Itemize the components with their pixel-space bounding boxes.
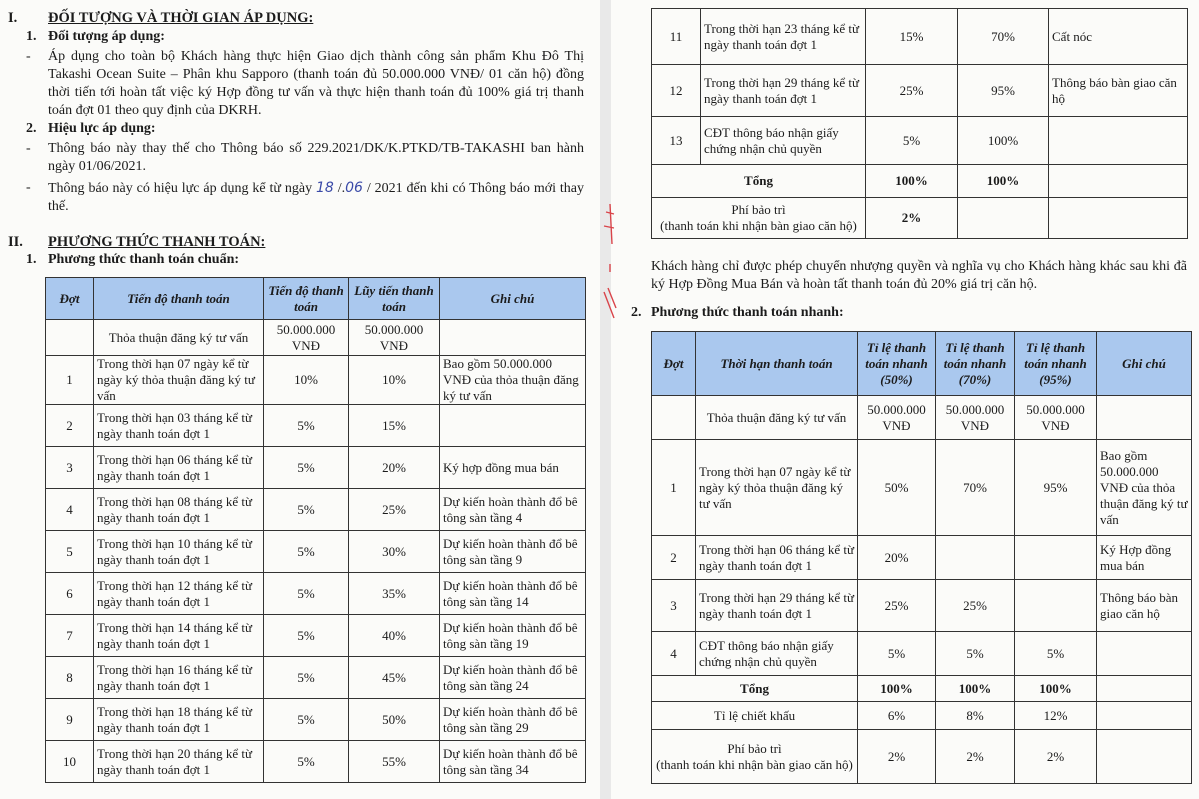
- row-rate-50: 20%: [858, 536, 936, 580]
- fast-total-70: 100%: [936, 676, 1015, 702]
- row-term: Thỏa thuận đăng ký tư vấn: [696, 396, 858, 440]
- row-note: Dự kiến hoàn thành đổ bê tông sàn tầng 34: [440, 741, 586, 783]
- row-progress: Trong thời hạn 10 tháng kể từ ngày thanh toán đợt 1: [94, 531, 264, 573]
- row-note: Ký hợp đồng mua bán: [440, 447, 586, 489]
- row-progress: Trong thời hạn 12 tháng kể từ ngày thanh toán đợt 1: [94, 573, 264, 615]
- row-progress: Trong thời hạn 20 tháng kể từ ngày thanh toán đợt 1: [94, 741, 264, 783]
- fast-total-row: [652, 676, 1192, 702]
- discount-50: 6%: [858, 702, 936, 730]
- bullet-dash: -: [26, 141, 31, 156]
- maintenance-fee-value: 2%: [866, 198, 958, 239]
- table-row: [46, 531, 586, 573]
- row-rate-50: 50%: [858, 440, 936, 536]
- table-row: [652, 65, 1188, 117]
- total-payment: 100%: [866, 165, 958, 198]
- header-note: Ghi chú: [440, 278, 586, 320]
- subsection-2-1-title: Phương thức thanh toán chuẩn:: [48, 252, 240, 267]
- row-rate-95: 5%: [1015, 632, 1097, 676]
- row-rate-50: 5%: [858, 632, 936, 676]
- discount-row: [652, 702, 1192, 730]
- row-note: [440, 405, 586, 447]
- header-progress: Tiến độ thanh toán: [94, 278, 264, 320]
- row-dot: [652, 396, 696, 440]
- row-note: [440, 320, 586, 356]
- row-payment: 5%: [264, 657, 349, 699]
- row-dot: 13: [652, 117, 701, 165]
- table-row: [46, 320, 586, 356]
- row-payment: 5%: [264, 489, 349, 531]
- row-term: Trong thời hạn 06 tháng kể từ ngày thanh toán đợt 1: [696, 536, 858, 580]
- row-note: Dự kiến hoàn thành đổ bê tông sàn tầng 29: [440, 699, 586, 741]
- row-note: [1049, 117, 1188, 165]
- fast-fee-50: 2%: [858, 730, 936, 784]
- fast-payment-table: [651, 331, 1192, 784]
- row-dot: 2: [652, 536, 696, 580]
- date-separator: /.: [333, 181, 346, 196]
- row-cumulative: 15%: [349, 405, 440, 447]
- subsection-1-2-number: 2.: [26, 121, 37, 136]
- discount-70: 8%: [936, 702, 1015, 730]
- table-row: [652, 440, 1192, 536]
- row-note: Dự kiến hoàn thành đổ bê tông sàn tầng 4: [440, 489, 586, 531]
- row-note: Thông báo bàn giao căn hộ: [1097, 580, 1192, 632]
- row-rate-95: 95%: [1015, 440, 1097, 536]
- fast-header-dot: Đợt: [652, 332, 696, 396]
- effective-date-text: [48, 179, 584, 216]
- standard-payment-table: [45, 277, 586, 783]
- row-rate-70: 70%: [936, 440, 1015, 536]
- total-row: [652, 165, 1188, 198]
- section-2-title: PHƯƠNG THỨC THANH TOÁN:: [48, 234, 266, 250]
- table-row: [652, 632, 1192, 676]
- fast-table-header-row: [652, 332, 1192, 396]
- row-dot: 4: [46, 489, 94, 531]
- table-row: [652, 117, 1188, 165]
- row-payment: 5%: [264, 405, 349, 447]
- row-payment: 15%: [866, 9, 958, 65]
- table-row: [652, 580, 1192, 632]
- fast-maintenance-fee-label: Phí bảo trì (thanh toán khi nhận bàn giao căn hộ): [652, 730, 858, 784]
- row-payment: 5%: [866, 117, 958, 165]
- row-rate-70: 50.000.000 VNĐ: [936, 396, 1015, 440]
- row-progress: Trong thời hạn 07 ngày kể từ ngày ký thỏa thuận đăng ký tư vấn: [94, 356, 264, 405]
- subsection-1-2-title: Hiệu lực áp dụng:: [48, 121, 156, 136]
- row-note: Dự kiến hoàn thành đổ bê tông sàn tầng 14: [440, 573, 586, 615]
- discount-label: Tỉ lệ chiết khấu: [652, 702, 858, 730]
- row-note: Cất nóc: [1049, 9, 1188, 65]
- row-cumulative: 50.000.000 VNĐ: [349, 320, 440, 356]
- table-row: [46, 447, 586, 489]
- row-rate-95: [1015, 536, 1097, 580]
- standard-payment-table-continued: [651, 8, 1188, 239]
- row-note: [1097, 396, 1192, 440]
- table-row: [46, 489, 586, 531]
- fast-total-95: 100%: [1015, 676, 1097, 702]
- header-dot: Đợt: [46, 278, 94, 320]
- section-1-heading: [8, 10, 314, 27]
- table-header-row: [46, 278, 586, 320]
- section-1-number: I.: [8, 10, 18, 26]
- subsection-2-2-title: Phương thức thanh toán nhanh:: [651, 305, 844, 320]
- row-dot: 11: [652, 9, 701, 65]
- row-cumulative: 35%: [349, 573, 440, 615]
- row-dot: 9: [46, 699, 94, 741]
- row-note: Thông báo bàn giao căn hộ: [1049, 65, 1188, 117]
- row-rate-70: [936, 536, 1015, 580]
- table-row: [46, 741, 586, 783]
- table-row: [652, 9, 1188, 65]
- row-rate-70: 5%: [936, 632, 1015, 676]
- subsection-2-1-heading: [26, 252, 240, 268]
- row-note: Bao gồm 50.000.000 VNĐ của thỏa thuận đăng ký tư vấn: [440, 356, 586, 405]
- table-row: [46, 615, 586, 657]
- row-cumulative: 20%: [349, 447, 440, 489]
- maintenance-fee-label: Phí bảo trì (thanh toán khi nhận bàn giao căn hộ): [652, 198, 866, 239]
- row-term: CĐT thông báo nhận giấy chứng nhận chủ quyền: [696, 632, 858, 676]
- header-cumulative: Lũy tiến thanh toán: [349, 278, 440, 320]
- row-dot: 10: [46, 741, 94, 783]
- row-dot: 3: [652, 580, 696, 632]
- total-cumulative: 100%: [958, 165, 1049, 198]
- fast-header-note: Ghi chú: [1097, 332, 1192, 396]
- subsection-2-1-number: 1.: [26, 252, 37, 267]
- row-dot: 12: [652, 65, 701, 117]
- transfer-note-text: Khách hàng chỉ được phép chuyển nhượng quyền và nghĩa vụ cho Khách hàng khác sau khi đã ký Hợp Đồng Mua Bán và hoàn tất thanh toán đủ 20% giá trị căn hộ.: [651, 259, 1187, 292]
- row-progress: Thỏa thuận đăng ký tư vấn: [94, 320, 264, 356]
- fast-fee-95: 2%: [1015, 730, 1097, 784]
- table-row: [652, 536, 1192, 580]
- row-note: Dự kiến hoàn thành đổ bê tông sàn tầng 19: [440, 615, 586, 657]
- subsection-2-2-number: 2.: [631, 305, 642, 320]
- row-cumulative: 100%: [958, 117, 1049, 165]
- effective-date-suffix: / 2021 đến khi có Thông báo mới thay thế.: [48, 181, 585, 214]
- table-row: [46, 405, 586, 447]
- fast-maintenance-fee-row: [652, 730, 1192, 784]
- section-2-heading: [8, 234, 266, 251]
- fast-total-label: Tổng: [652, 676, 858, 702]
- table-row: [46, 356, 586, 405]
- applicable-target-text: Áp dụng cho toàn bộ Khách hàng thực hiện Giao dịch thành công sản phẩm Khu Đô Thị Takashi Ocean Suite – Phân khu Sapporo (thanh toán đủ 50.000.000 VNĐ/ 01 căn hộ) đồng thời tiến tới hoàn tất việc ký Hợp đồng tư vấn và thực hiện thanh toán đủ 100% giá trị thanh toán đợt 01 theo quy định của DKRH.: [48, 49, 584, 118]
- row-cumulative: 45%: [349, 657, 440, 699]
- row-progress: Trong thời hạn 16 tháng kể từ ngày thanh toán đợt 1: [94, 657, 264, 699]
- row-dot: 4: [652, 632, 696, 676]
- row-payment: 5%: [264, 741, 349, 783]
- row-progress: Trong thời hạn 23 tháng kể từ ngày thanh toán đợt 1: [701, 9, 866, 65]
- subsection-1-1-title: Đối tượng áp dụng:: [48, 29, 165, 44]
- row-progress: Trong thời hạn 06 tháng kể từ ngày thanh toán đợt 1: [94, 447, 264, 489]
- subsection-1-2-heading: [26, 121, 156, 137]
- row-rate-70: 25%: [936, 580, 1015, 632]
- row-cumulative: 50%: [349, 699, 440, 741]
- fast-header-95: Tỉ lệ thanh toán nhanh (95%): [1015, 332, 1097, 396]
- right-page: [611, 0, 1199, 799]
- row-rate-50: 50.000.000 VNĐ: [858, 396, 936, 440]
- fast-header-term: Thời hạn thanh toán: [696, 332, 858, 396]
- maintenance-fee-row: [652, 198, 1188, 239]
- row-payment: 5%: [264, 573, 349, 615]
- row-term: Trong thời hạn 29 tháng kể từ ngày thanh toán đợt 1: [696, 580, 858, 632]
- row-dot: 7: [46, 615, 94, 657]
- row-note: Ký Hợp đồng mua bán: [1097, 536, 1192, 580]
- row-dot: [46, 320, 94, 356]
- row-cumulative: 95%: [958, 65, 1049, 117]
- section-1-title: ĐỐI TƯỢNG VÀ THỜI GIAN ÁP DỤNG:: [48, 10, 314, 26]
- discount-95: 12%: [1015, 702, 1097, 730]
- subsection-1-1-number: 1.: [26, 29, 37, 44]
- row-dot: 3: [46, 447, 94, 489]
- row-payment: 25%: [866, 65, 958, 117]
- row-cumulative: 25%: [349, 489, 440, 531]
- fast-header-50: Tỉ lệ thanh toán nhanh (50%): [858, 332, 936, 396]
- row-payment: 5%: [264, 531, 349, 573]
- header-payment: Tiến độ thanh toán: [264, 278, 349, 320]
- row-progress: CĐT thông báo nhận giấy chứng nhận chủ quyền: [701, 117, 866, 165]
- handwritten-day: 18: [315, 180, 334, 196]
- row-cumulative: 40%: [349, 615, 440, 657]
- row-dot: 1: [652, 440, 696, 536]
- row-rate-95: [1015, 580, 1097, 632]
- row-term: Trong thời hạn 07 ngày kể từ ngày ký thỏa thuận đăng ký tư vấn: [696, 440, 858, 536]
- row-dot: 1: [46, 356, 94, 405]
- row-note: Bao gồm 50.000.000 VNĐ của thỏa thuận đăng ký tư vấn: [1097, 440, 1192, 536]
- table-row: [46, 657, 586, 699]
- table-row: [46, 573, 586, 615]
- row-payment: 5%: [264, 615, 349, 657]
- table-row: [652, 396, 1192, 440]
- bullet-dash: -: [26, 49, 31, 64]
- row-payment: 50.000.000 VNĐ: [264, 320, 349, 356]
- section-2-number: II.: [8, 234, 23, 250]
- replacement-notice-text: Thông báo này thay thế cho Thông báo số 229.2021/DK/K.PTKD/TB-TAKASHI ban hành ngày 01/06/2021.: [48, 141, 584, 174]
- row-dot: 2: [46, 405, 94, 447]
- row-rate-50: 25%: [858, 580, 936, 632]
- row-payment: 5%: [264, 447, 349, 489]
- fast-header-70: Tỉ lệ thanh toán nhanh (70%): [936, 332, 1015, 396]
- total-label: Tổng: [652, 165, 866, 198]
- subsection-1-1-heading: [26, 29, 165, 45]
- row-cumulative: 10%: [349, 356, 440, 405]
- subsection-2-2-heading: [631, 305, 844, 321]
- row-payment: 5%: [264, 699, 349, 741]
- table-row: [46, 699, 586, 741]
- row-cumulative: 55%: [349, 741, 440, 783]
- handwritten-month: 06: [345, 180, 363, 196]
- row-cumulative: 70%: [958, 9, 1049, 65]
- row-cumulative: 30%: [349, 531, 440, 573]
- red-margin-stamp: [598, 200, 620, 320]
- effective-date-prefix: Thông báo này có hiệu lực áp dụng kể từ ngày: [48, 181, 316, 196]
- row-progress: Trong thời hạn 08 tháng kể từ ngày thanh toán đợt 1: [94, 489, 264, 531]
- row-note: Dự kiến hoàn thành đổ bê tông sàn tầng 24: [440, 657, 586, 699]
- row-rate-95: 50.000.000 VNĐ: [1015, 396, 1097, 440]
- row-note: Dự kiến hoàn thành đổ bê tông sàn tầng 9: [440, 531, 586, 573]
- row-payment: 10%: [264, 356, 349, 405]
- fast-total-50: 100%: [858, 676, 936, 702]
- row-progress: Trong thời hạn 18 tháng kể từ ngày thanh toán đợt 1: [94, 699, 264, 741]
- row-dot: 6: [46, 573, 94, 615]
- row-note: [1097, 632, 1192, 676]
- row-dot: 8: [46, 657, 94, 699]
- row-progress: Trong thời hạn 29 tháng kể từ ngày thanh toán đợt 1: [701, 65, 866, 117]
- bullet-dash: -: [26, 180, 31, 195]
- fast-fee-70: 2%: [936, 730, 1015, 784]
- row-progress: Trong thời hạn 14 tháng kể từ ngày thanh toán đợt 1: [94, 615, 264, 657]
- row-progress: Trong thời hạn 03 tháng kể từ ngày thanh toán đợt 1: [94, 405, 264, 447]
- row-dot: 5: [46, 531, 94, 573]
